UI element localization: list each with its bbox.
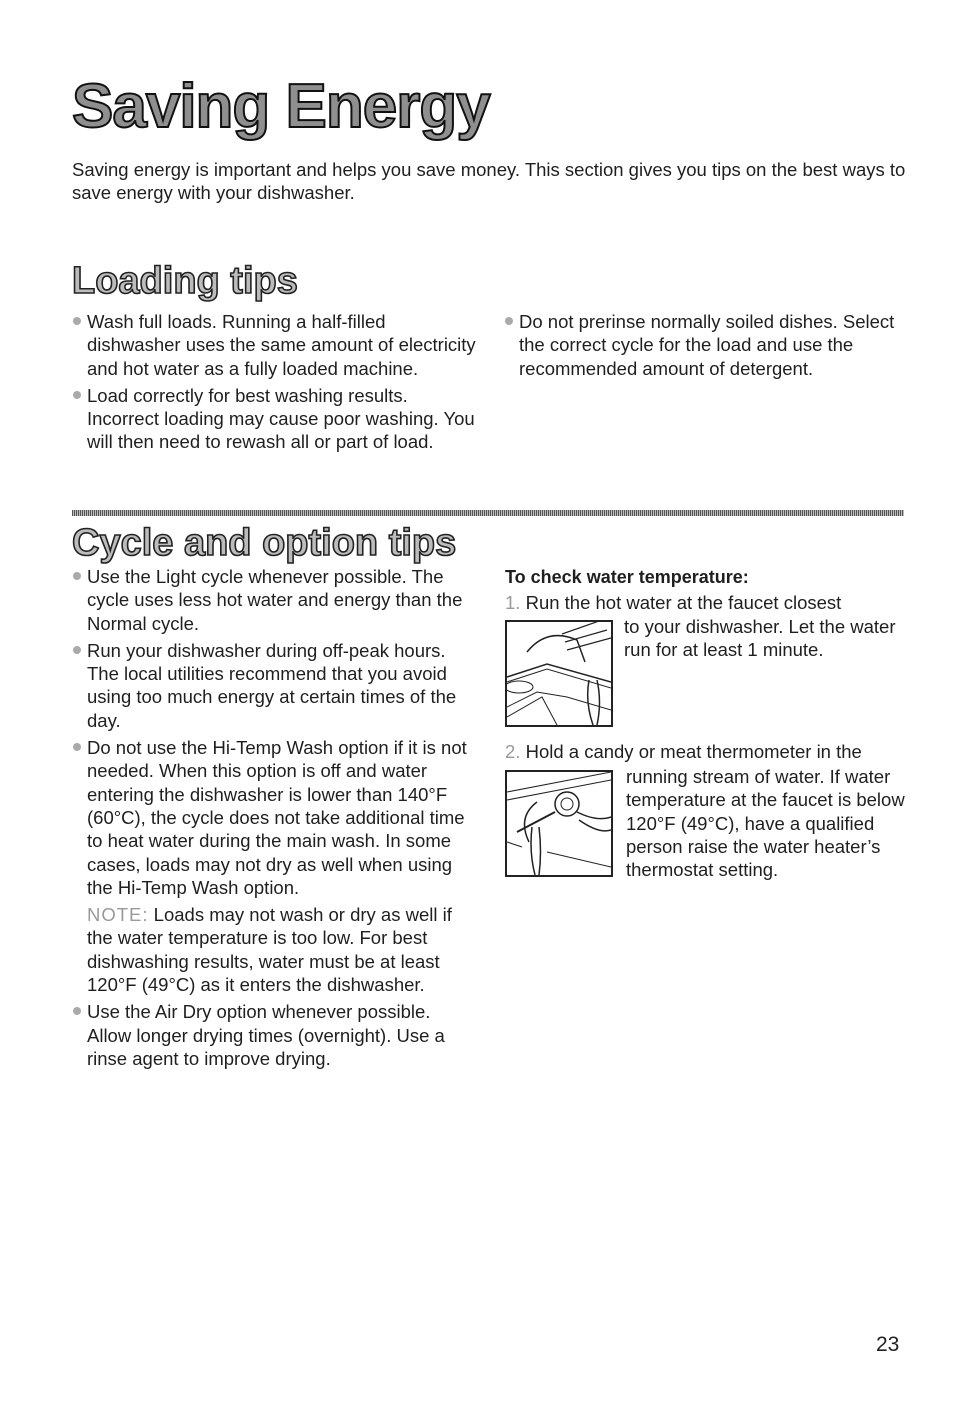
bullet-icon	[73, 1007, 81, 1015]
list-item	[504, 310, 904, 380]
note-paragraph	[87, 903, 477, 996]
note-text: Loads may not wash or dry as well if the water temperature is too low. For best dishwashing results, water must be at least 120°F (49°C) as it enters the dishwasher.	[87, 904, 452, 996]
list-item	[72, 384, 477, 454]
note	[72, 903, 477, 996]
bullet-icon	[73, 317, 81, 325]
list-item-text: Run your dishwasher during off-peak hours. The local utilities recommend that you avoid using too much energy at certain times of the day.	[87, 639, 457, 731]
note-label: NOTE:	[87, 904, 149, 926]
list-item-text: Load correctly for best washing results. Incorrect loading may cause poor washing. You will then need to rewash all or part of load.	[87, 384, 475, 453]
page-title: Saving Energy	[72, 72, 490, 141]
step-1-lead	[505, 591, 905, 614]
page-number: 23	[876, 1333, 900, 1356]
cycle-tips-heading: Cycle and option tips	[72, 522, 457, 564]
bullet-icon	[73, 572, 81, 580]
list-item-text: Do not use the Hi-Temp Wash option if it is not needed. When this option is off and water entering the dishwasher is lower than 140°F (60°C), the cycle does not take additional time to heat water during the main wash. In some cases, loads may not dry as well when using the Hi-Temp Wash option.	[87, 737, 467, 898]
water-temp-heading: To check water temperature:	[505, 567, 749, 587]
list-item	[72, 1000, 477, 1070]
step-2-lead-text: Hold a candy or meat thermometer in the	[525, 741, 862, 762]
bullet-icon	[73, 391, 81, 399]
thermometer-illustration	[505, 770, 613, 877]
bullet-icon	[505, 317, 513, 325]
list-item-text: Use the Air Dry option whenever possible. Allow longer drying times (overnight). Use a rinse agent to improve drying.	[87, 1001, 445, 1069]
list-item-text: Do not prerinse normally soiled dishes. Select the correct cycle for the load and use the recommended amount of detergent.	[519, 311, 895, 379]
step-1-number: 1.	[505, 592, 521, 614]
step-1-lead-text: Run the hot water at the faucet closest	[525, 592, 842, 614]
step-2-lead	[505, 740, 905, 763]
loading-tips-right-column	[504, 310, 904, 384]
faucet-icon	[507, 622, 611, 725]
list-item-text: Use the Light cycle whenever possible. The cycle uses less hot water and energy than the Normal cycle.	[87, 566, 463, 634]
intro-paragraph: Saving energy is important and helps you save money. This section gives you tips on the best ways to save energy with your dishwasher.	[72, 159, 906, 203]
list-item	[72, 736, 477, 899]
water-temp-section	[505, 566, 905, 615]
step-1-text: to your dishwasher. Let the water run for at least 1 minute.	[624, 616, 896, 661]
list-item	[72, 565, 477, 635]
thermometer-icon	[507, 772, 611, 875]
list-item-text: Wash full loads. Running a half-filled dishwasher uses the same amount of electricity and hot water as a fully loaded machine.	[87, 311, 476, 379]
cycle-tips-column	[72, 565, 477, 1074]
step-2-number: 2.	[505, 741, 521, 762]
faucet-illustration	[505, 620, 613, 727]
bullet-icon	[73, 743, 81, 751]
step-2-text: running stream of water. If water temperature at the faucet is below 120°F (49°C), have a qualified person raise the water heater’s thermostat setting.	[626, 766, 905, 881]
list-item	[72, 639, 477, 732]
loading-tips-heading: Loading tips	[72, 260, 298, 302]
bullet-icon	[73, 646, 81, 654]
list-item	[72, 310, 477, 380]
section-divider	[72, 510, 904, 516]
loading-tips-left-column	[72, 310, 477, 458]
